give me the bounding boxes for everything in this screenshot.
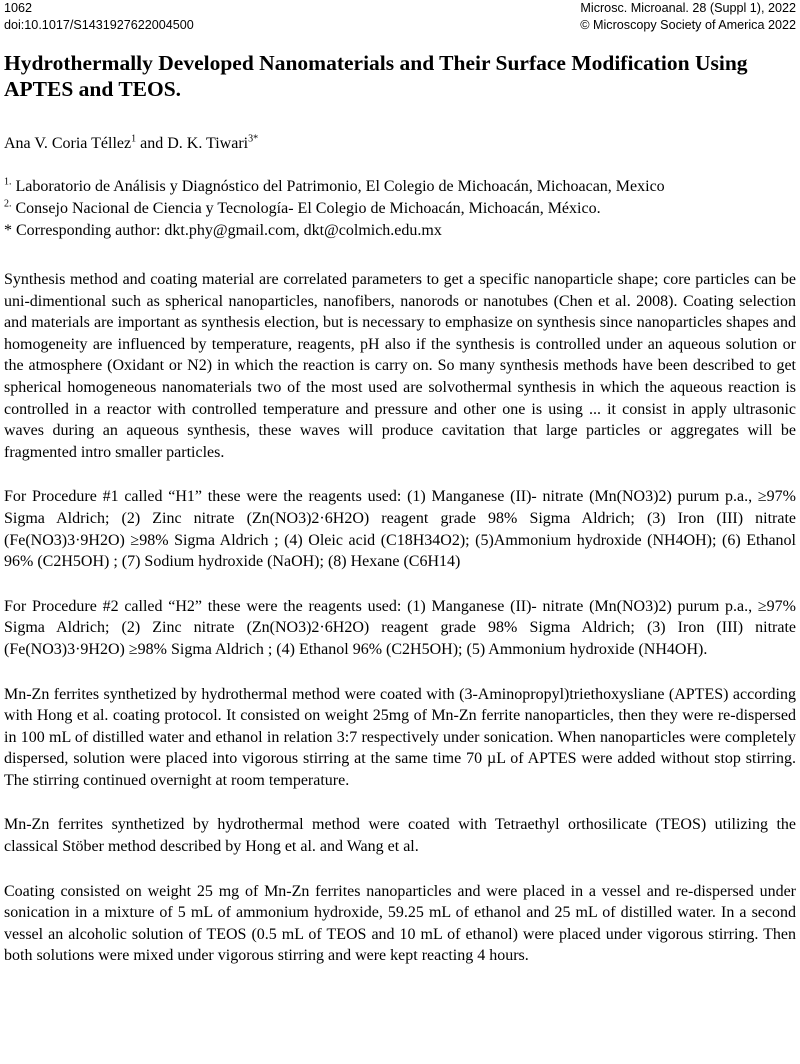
article-body: [4, 50, 796, 967]
paragraph-teos-coating: Mn-Zn ferrites synthetized by hydrothermal method were coated with Tetraethyl orthosilicate (TEOS) utilizing the classical Stöber method described by Hong et al. and Wang et al.: [4, 816, 796, 856]
page-number: 1062: [4, 1, 33, 15]
author-separator: and: [136, 135, 168, 152]
author-list: [4, 134, 796, 154]
doi: doi:10.1017/S1431927622004500: [4, 18, 194, 32]
paragraph-intro: Synthesis method and coating material are correlated parameters to get a specific nanoparticle shape; core particles can be uni-dimentional such as spherical nanoparticles, nanofibers, nanorods or nanotubes (Chen et al. 2008). Coating selection and materials are important as synthesis election, but is necessary to emphasize on synthesis since nanoparticles shapes and homogeneity are influenced by temperature, reagents, pH also if the synthesis is controlled under an aqueous solution or the atmosphere (Oxidant or N2) in which the reaction is carry on. So many synthesis methods have been described to get spherical homogeneous nanomaterials two of the most used are solvothermal synthesis in which the aqueous reaction is controlled in a reactor with controlled temperature and pressure and other one is using ... it consist in apply ultrasonic waves during an aqueous synthesis, these waves will produce cavitation that large particles or aggregates will be fragmented intro smaller particles.: [4, 271, 796, 461]
author-1: Ana V. Coria Téllez: [4, 135, 132, 152]
paragraph-procedure-2: For Procedure #2 called “H2” these were the reagents used: (1) Manganese (II)- nitrate (Mn(NO3)2) purum p.a., ≥97% Sigma Aldrich; (2) Zinc nitrate (Zn(NO3)2·6H2O) reagent grade 98% Sigma Aldrich; (3) Iron (III) nitrate (Fe(NO3)3·9H2O) ≥98% Sigma Aldrich ; (4) Ethanol 96% (C2H5OH); (5) Ammonium hydroxide (NH4OH).: [4, 597, 796, 658]
affiliation-text: Consejo Nacional de Ciencia y Tecnología- El Colegio de Michoacán, Michoacán, México.: [11, 200, 601, 217]
corresponding-author: [4, 220, 796, 242]
journal-citation: Microsc. Microanal. 28 (Suppl 1), 2022: [580, 1, 796, 15]
copyright: © Microscopy Society of America 2022: [580, 18, 796, 32]
author-2: D. K. Tiwari: [167, 135, 249, 152]
paragraph-coating-procedure: Coating consisted on weight 25 mg of Mn-Zn ferrites nanoparticles and were placed in a vessel and re-dispersed under sonication in a mixture of 5 mL of ammonium hydroxide, 59.25 mL of ethanol and 25 mL of distilled water. In a second vessel an alcoholic solution of TEOS (0.5 mL of TEOS and 10 mL of ethanol) were placed under vigorous stirring. Then both solutions were mixed under vigorous stirring and were kept reacting 4 hours.: [4, 882, 796, 965]
article-title: Hydrothermally Developed Nanomaterials and Their Surface Modification Using APTES and TEOS.: [4, 51, 748, 101]
affiliation-marker: 1.: [4, 176, 12, 188]
header-left: [4, 0, 194, 34]
affiliations: [4, 176, 796, 242]
affiliation-1: [4, 176, 796, 198]
author-1-affiliation: 1: [131, 133, 137, 145]
author-2-affiliation: 3*: [248, 133, 259, 145]
header-right: [580, 0, 796, 34]
paragraph-aptes-coating: Mn-Zn ferrites synthetized by hydrothermal method were coated with (3-Aminopropyl)triethoxysliane (APTES) according with Hong et al. coating protocol. It consisted on weight 25mg of Mn-Zn ferrite nanoparticles, then they were re-dispersed in 100 mL of distilled water and ethanol in relation 3:7 respectively under sonication. When nanoparticles were completely dispersed, solution were placed into vigorous stirring at the same time 70 µL of APTES were added without stop stirring. The stirring continued overnight at room temperature.: [4, 685, 796, 789]
corresponding-author-text: * Corresponding author: dkt.phy@gmail.com, dkt@colmich.edu.mx: [4, 222, 442, 239]
paragraph-procedure-1: For Procedure #1 called “H1” these were the reagents used: (1) Manganese (II)- nitrate (Mn(NO3)2) purum p.a., ≥97% Sigma Aldrich; (2) Zinc nitrate (Zn(NO3)2·6H2O) reagent grade 98% Sigma Aldrich; (3) Iron (III) nitrate (Fe(NO3)3·9H2O) ≥98% Sigma Aldrich ; (4) Oleic acid (C18H34O2); (5)Ammonium hydroxide (NH4OH); (6) Ethanol 96% (C2H5OH) ; (7) Sodium hydroxide (NaOH); (8) Hexane (C6H14): [4, 488, 796, 571]
affiliation-marker: 2.: [4, 198, 12, 210]
affiliation-2: [4, 198, 796, 220]
affiliation-text: Laboratorio de Análisis y Diagnóstico del Patrimonio, El Colegio de Michoacán, Michoacan, Mexico: [11, 178, 665, 195]
